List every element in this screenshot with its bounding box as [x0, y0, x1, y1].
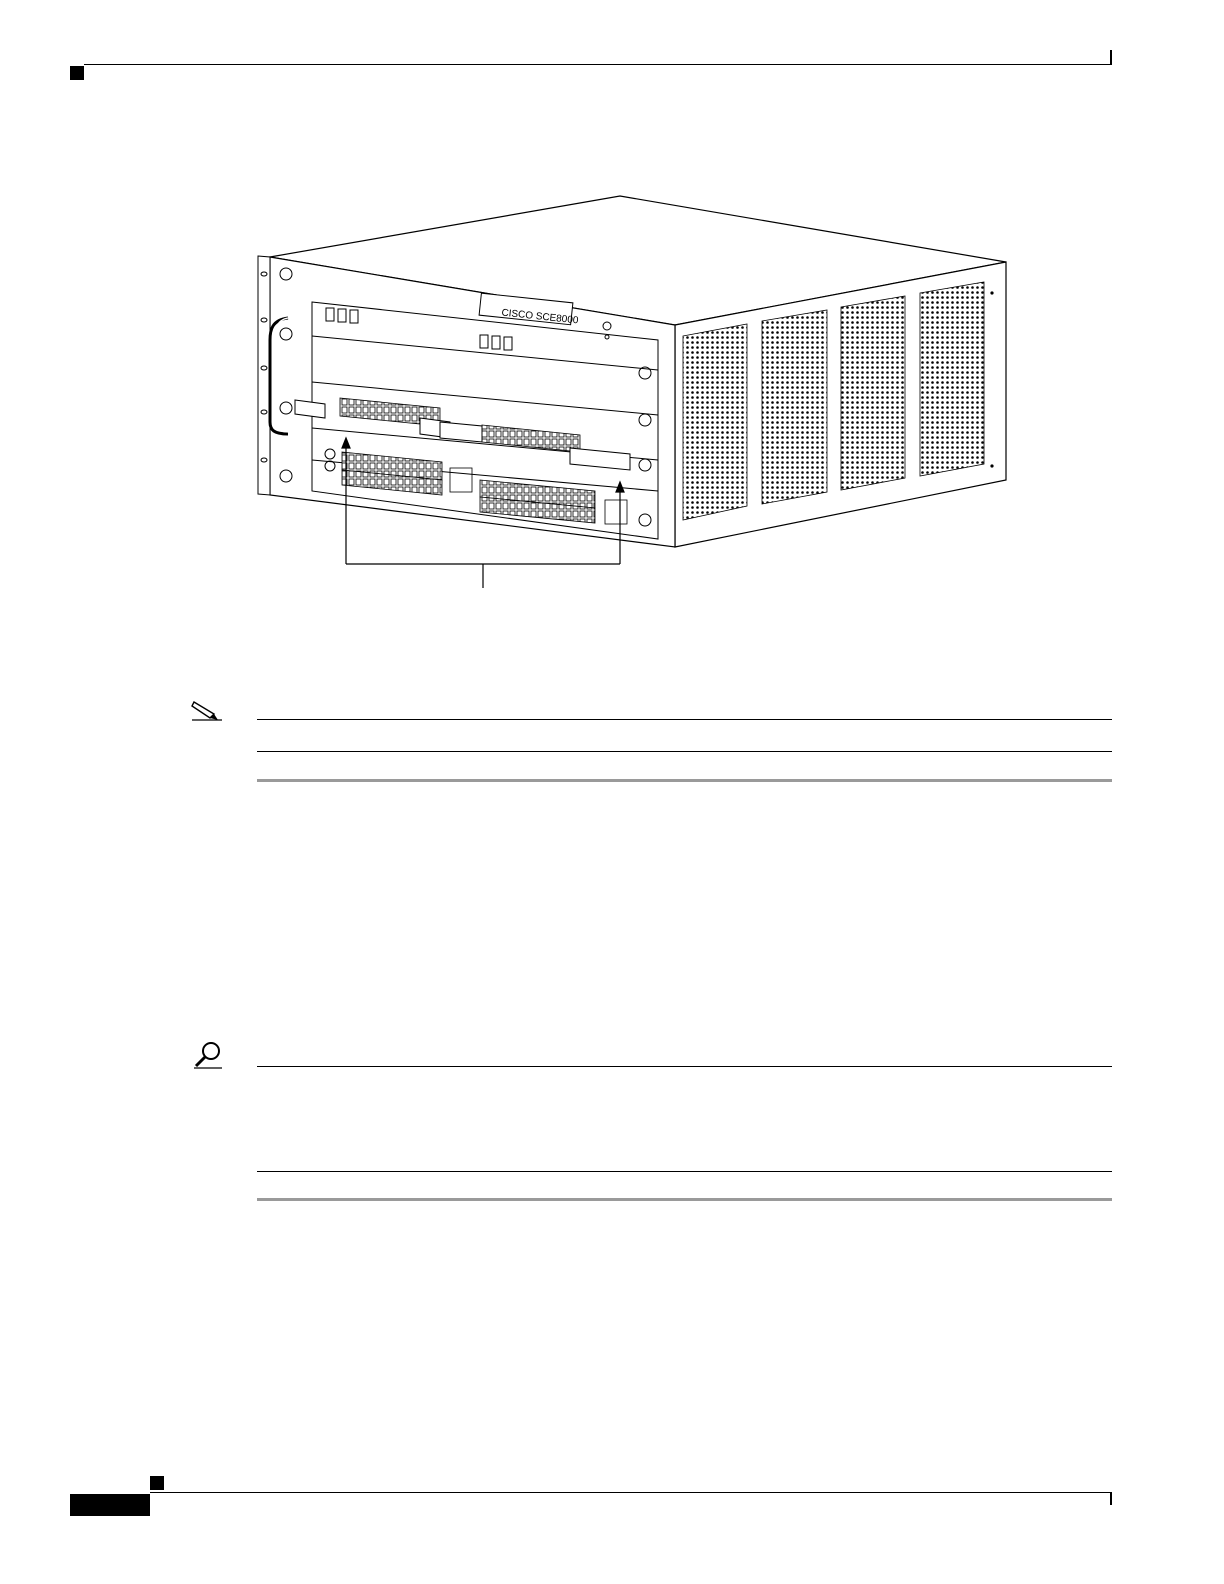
note-top-rule — [257, 719, 1112, 720]
pencil-icon — [190, 696, 224, 722]
header-marker — [70, 66, 84, 80]
tip-bottom-rule — [257, 1198, 1112, 1201]
note-bottom-rule — [257, 779, 1112, 782]
footer-tick — [1110, 1493, 1112, 1505]
chassis-model-label: CISCO SCE8000 — [500, 307, 579, 327]
footer-rule — [150, 1492, 1112, 1493]
note-mid-rule — [257, 751, 1112, 752]
tip-top-rule — [257, 1066, 1112, 1067]
page-number-block — [70, 1494, 150, 1516]
tip-mid-rule — [257, 1171, 1112, 1172]
magnifier-icon — [192, 1040, 224, 1070]
header-rule — [84, 64, 1112, 65]
header-tick — [1110, 50, 1112, 64]
figure-sce8000-chassis — [250, 190, 1020, 590]
chassis-illustration — [250, 190, 1020, 590]
footer-marker — [150, 1476, 164, 1490]
